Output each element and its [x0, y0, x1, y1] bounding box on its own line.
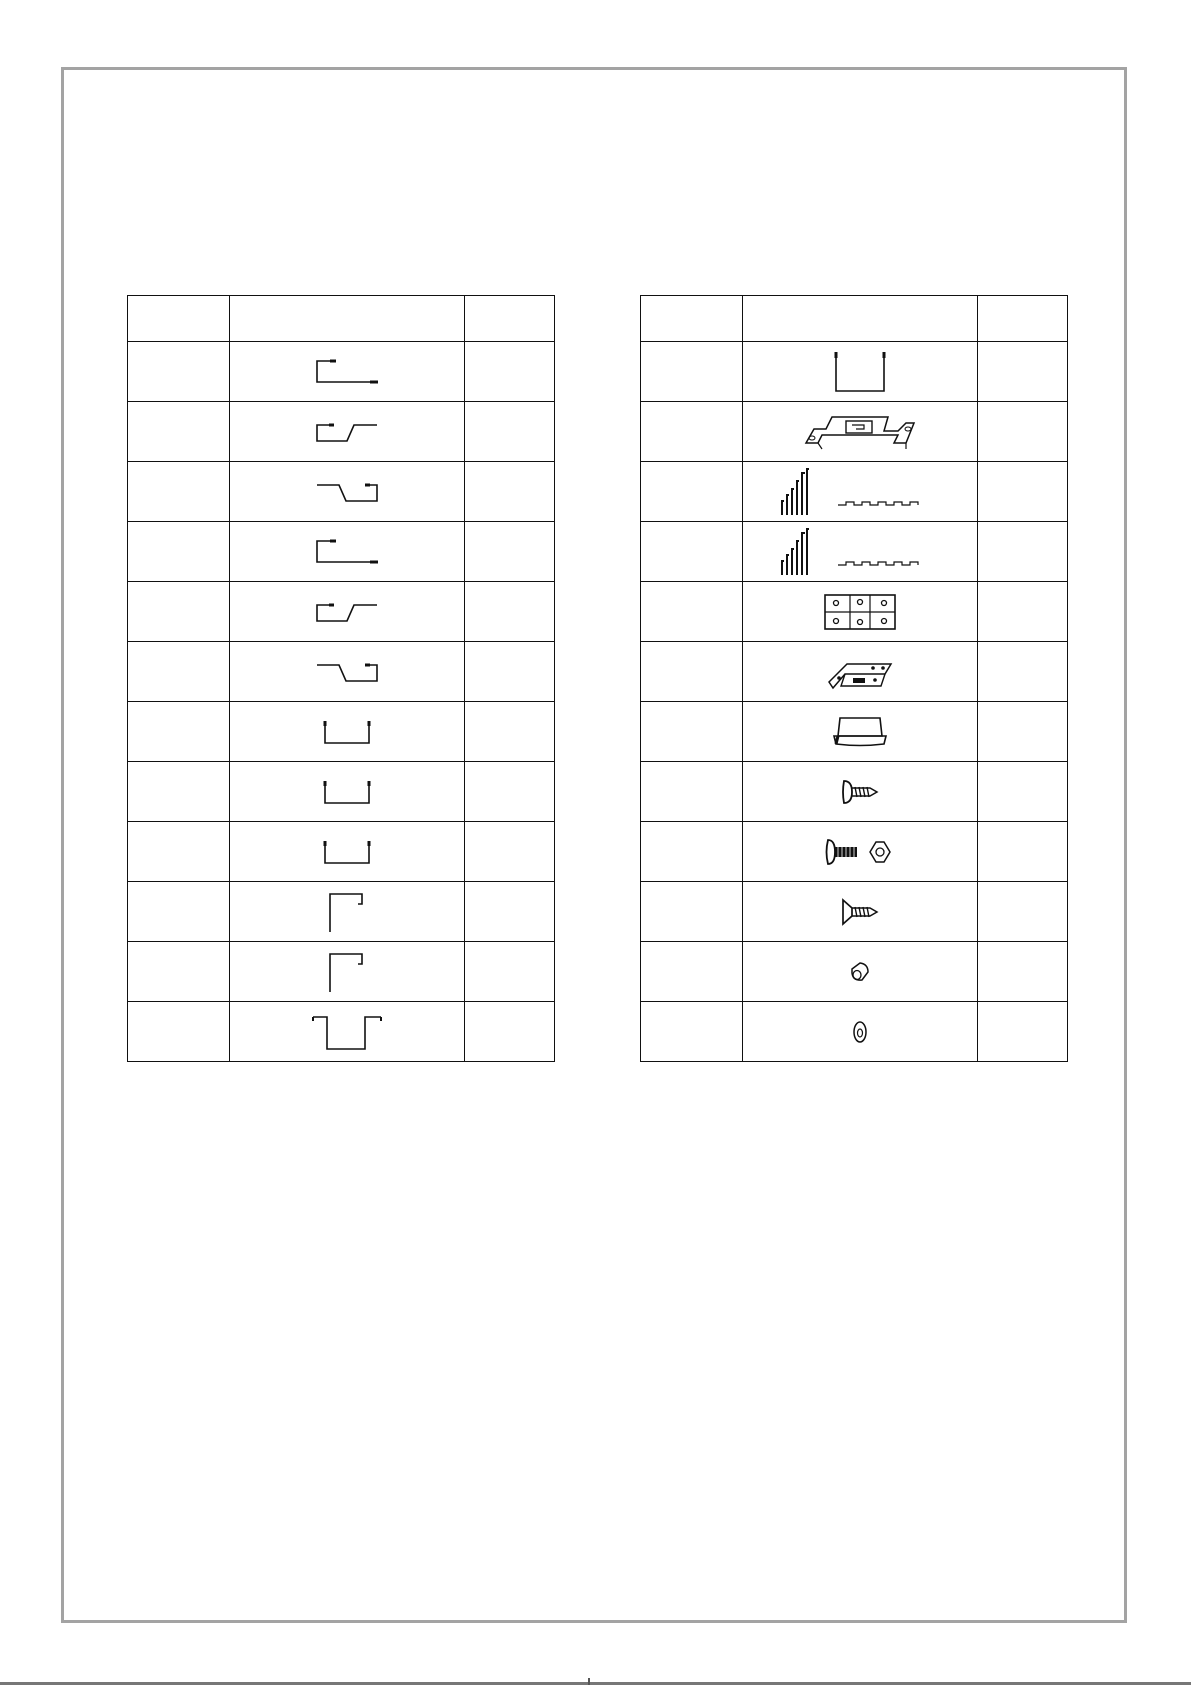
part-code: [128, 522, 230, 582]
part-code: [641, 1002, 743, 1062]
part-qty: [464, 822, 554, 882]
table-row: [641, 402, 1068, 462]
part-qty: [464, 702, 554, 762]
header-code: [641, 296, 743, 342]
u-wire-icon: [319, 717, 375, 747]
part-qty: [464, 522, 554, 582]
table-row: [641, 882, 1068, 942]
part-code: [641, 882, 743, 942]
part-code: [128, 762, 230, 822]
table-row: [641, 342, 1068, 402]
pan-head-screw-icon: [840, 777, 880, 807]
countersunk-screw-icon: [840, 897, 880, 927]
reverse-z-step-wire-icon: [312, 477, 382, 507]
table-row: [128, 582, 555, 642]
part-qty: [977, 522, 1067, 582]
table-row: [128, 342, 555, 402]
allen-keys-and-strip-icon: [780, 467, 940, 517]
part-code: [641, 342, 743, 402]
header-qty: [464, 296, 554, 342]
table-row: [641, 582, 1068, 642]
bolt-and-nut-icon: [824, 837, 896, 867]
top-hat-wire-icon: [309, 1011, 385, 1053]
part-qty: [464, 882, 554, 942]
header-qty: [977, 296, 1067, 342]
flat-bracket-wire-icon: [312, 357, 382, 387]
part-code: [128, 1002, 230, 1062]
u-wire-icon: [319, 837, 375, 867]
part-qty: [977, 642, 1067, 702]
header-image: [743, 296, 978, 342]
part-qty: [977, 882, 1067, 942]
mounting-plate-icon: [802, 409, 918, 455]
table-row: [641, 1002, 1068, 1062]
hinge-icon: [822, 592, 898, 632]
part-qty: [977, 1002, 1067, 1062]
table-row: [128, 642, 555, 702]
part-qty: [977, 762, 1067, 822]
part-code: [641, 402, 743, 462]
table-row: [128, 522, 555, 582]
part-code: [641, 702, 743, 762]
reverse-z-step-wire-icon: [312, 657, 382, 687]
glide-pad-icon: [830, 714, 890, 750]
part-code: [641, 462, 743, 522]
table-row: [128, 402, 555, 462]
dowel-plug-icon: [848, 960, 872, 984]
z-step-wire-icon: [312, 417, 382, 447]
header-image: [230, 296, 465, 342]
part-code: [128, 342, 230, 402]
table-row: [641, 762, 1068, 822]
table-row: [128, 942, 555, 1002]
part-qty: [977, 342, 1067, 402]
table-row: [128, 882, 555, 942]
table-row: [128, 762, 555, 822]
angle-bracket-icon: [825, 652, 895, 692]
parts-table-left: [127, 295, 555, 1062]
table-row: [641, 642, 1068, 702]
small-washer-icon: [851, 1019, 869, 1045]
part-code: [128, 642, 230, 702]
part-qty: [464, 762, 554, 822]
part-qty: [464, 582, 554, 642]
part-qty: [464, 942, 554, 1002]
part-code: [641, 822, 743, 882]
part-qty: [464, 402, 554, 462]
allen-keys-and-strip-icon: [780, 527, 940, 577]
part-qty: [977, 582, 1067, 642]
parts-table-right: [640, 295, 1068, 1062]
part-qty: [977, 822, 1067, 882]
table-row: [641, 522, 1068, 582]
z-step-wire-icon: [312, 597, 382, 627]
part-qty: [977, 702, 1067, 762]
part-code: [128, 582, 230, 642]
part-qty: [464, 1002, 554, 1062]
part-code: [641, 582, 743, 642]
table-row: [641, 942, 1068, 1002]
header-code: [128, 296, 230, 342]
table-row: [128, 462, 555, 522]
part-code: [641, 942, 743, 1002]
part-code: [128, 822, 230, 882]
part-qty: [977, 402, 1067, 462]
flat-bracket-wire-icon: [312, 537, 382, 567]
l-hook-wire-icon: [322, 950, 372, 994]
l-hook-wire-icon: [322, 890, 372, 934]
page-center-mark: [588, 1678, 590, 1685]
part-code: [128, 702, 230, 762]
part-code: [641, 522, 743, 582]
table-row: [128, 702, 555, 762]
table-row: [128, 822, 555, 882]
part-qty: [464, 342, 554, 402]
part-qty: [977, 462, 1067, 522]
part-qty: [464, 642, 554, 702]
part-code: [128, 402, 230, 462]
part-qty: [464, 462, 554, 522]
table-header-row: [641, 296, 1068, 342]
table-header-row: [128, 296, 555, 342]
part-qty: [977, 942, 1067, 1002]
u-wire-icon: [319, 777, 375, 807]
table-row: [128, 1002, 555, 1062]
table-row: [641, 702, 1068, 762]
table-row: [641, 462, 1068, 522]
part-code: [641, 642, 743, 702]
part-code: [128, 882, 230, 942]
part-code: [128, 462, 230, 522]
tall-u-wire-icon: [830, 349, 890, 395]
part-code: [128, 942, 230, 1002]
table-row: [641, 822, 1068, 882]
part-code: [641, 762, 743, 822]
